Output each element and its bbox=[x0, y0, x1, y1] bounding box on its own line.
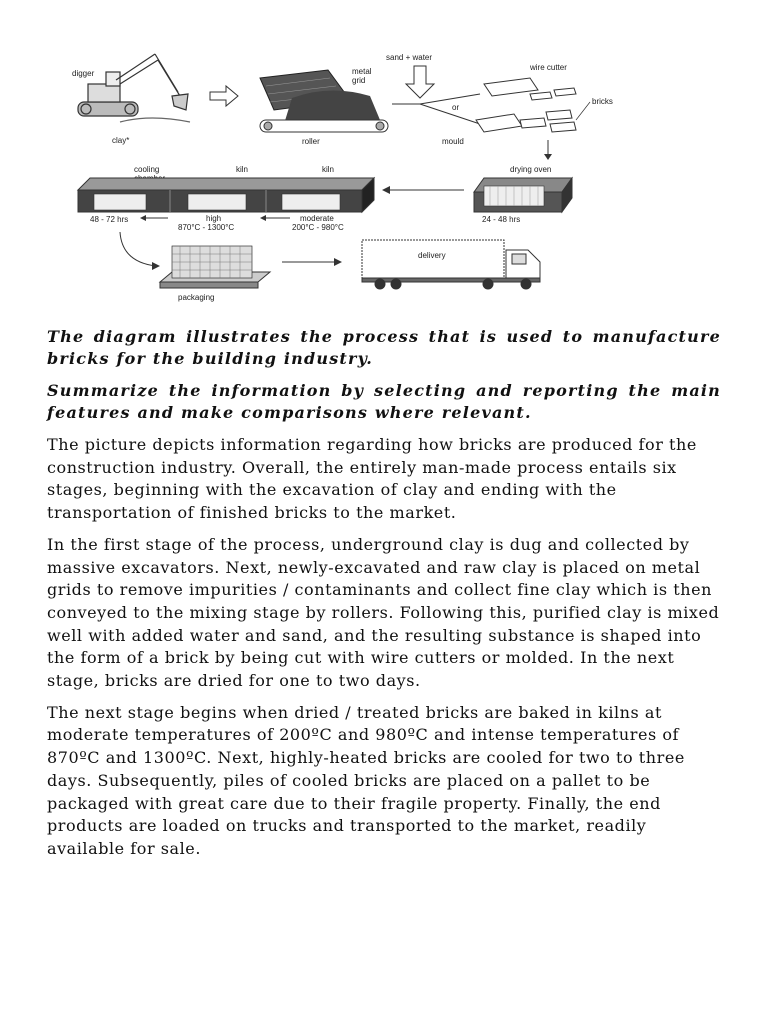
drying-oven-illustration bbox=[474, 178, 572, 212]
clay-label: clay* bbox=[112, 136, 130, 145]
moderate-temp-label: 200°C - 980°C bbox=[292, 223, 344, 232]
task-prompt-line-1: The diagram illustrates the process that is used to manufacture bricks for the building industry. bbox=[47, 327, 721, 368]
mould-illustration bbox=[476, 110, 576, 132]
essay-paragraph-1: The picture depicts information regarding how bricks are produced for the construction industry. Overall, the entirely man-made process entails six stages, beginning with the excavation of clay and ending with the transportation of finished bricks to the market. bbox=[47, 435, 697, 523]
wire-cutter-label: wire cutter bbox=[530, 63, 567, 72]
delivery-truck-illustration bbox=[362, 240, 540, 289]
packaging-label: packaging bbox=[178, 293, 215, 302]
essay-paragraph-2: In the first stage of the process, underground clay is dug and collected by massive excavators. Next, newly-excavated and raw clay is placed on metal grids to remove impurities / contaminants and collect fine clay which is then conveyed to the mixing stage by rollers. Following this, purified clay is mixed well with added water and sand, and the resulting substance is shaped into the form of a brick by being cut with wire cutters or molded. In the next stage, bricks are dried for one to two days. bbox=[47, 534, 720, 691]
metal-grid-label: metal grid bbox=[352, 67, 372, 85]
kiln-chamber-illustration bbox=[78, 178, 374, 212]
arrow-down-icon bbox=[406, 66, 434, 98]
drying-time-label: 24 - 48 hrs bbox=[482, 215, 521, 224]
task-prompt-line-2: Summarize the information by selecting and reporting the main features and make comparisons where relevant. bbox=[47, 381, 721, 422]
cooling-chamber-label: cooling bbox=[134, 165, 165, 183]
arrow-icon bbox=[210, 86, 238, 106]
delivery-label: delivery bbox=[418, 251, 446, 260]
roller-label: roller bbox=[302, 137, 320, 146]
packaging-illustration bbox=[160, 246, 270, 288]
label-line: grid bbox=[352, 76, 366, 85]
digger-label: digger bbox=[72, 69, 95, 78]
sand-water-label: sand + water bbox=[386, 53, 433, 62]
high-temp-label: 870°C - 1300°C bbox=[178, 223, 235, 232]
kiln-label-high: kiln bbox=[236, 165, 249, 174]
bricks-label: bricks bbox=[592, 97, 613, 106]
moderate-label: moderate bbox=[300, 214, 334, 223]
mould-label: mould bbox=[442, 137, 464, 146]
high-label: high bbox=[206, 214, 222, 223]
brick-manufacturing-diagram bbox=[60, 40, 630, 305]
cooling-time-label: 48 - 72 hrs bbox=[90, 215, 129, 224]
drying-oven-label: drying oven bbox=[510, 165, 552, 174]
digger-illustration bbox=[78, 54, 190, 122]
essay-paragraph-3: The next stage begins when dried / treated bricks are baked in kilns at moderate temperatures of 200ºC and 980ºC and intense temperatures of 870ºC and 1300ºC. Next, highly-heated bricks are cooled for two to three days. Subsequently, piles of cooled bricks are placed on a pallet to be packaged with great care due to their fragile property. Finally, the end products are loaded on trucks and transported to the market, readily available for sale. bbox=[47, 702, 685, 858]
kiln-label-moderate: kiln bbox=[322, 165, 335, 174]
wire-cutter-illustration bbox=[484, 78, 576, 100]
document-text bbox=[47, 326, 721, 870]
metal-grid-illustration bbox=[260, 70, 388, 132]
or-label: or bbox=[452, 103, 460, 112]
